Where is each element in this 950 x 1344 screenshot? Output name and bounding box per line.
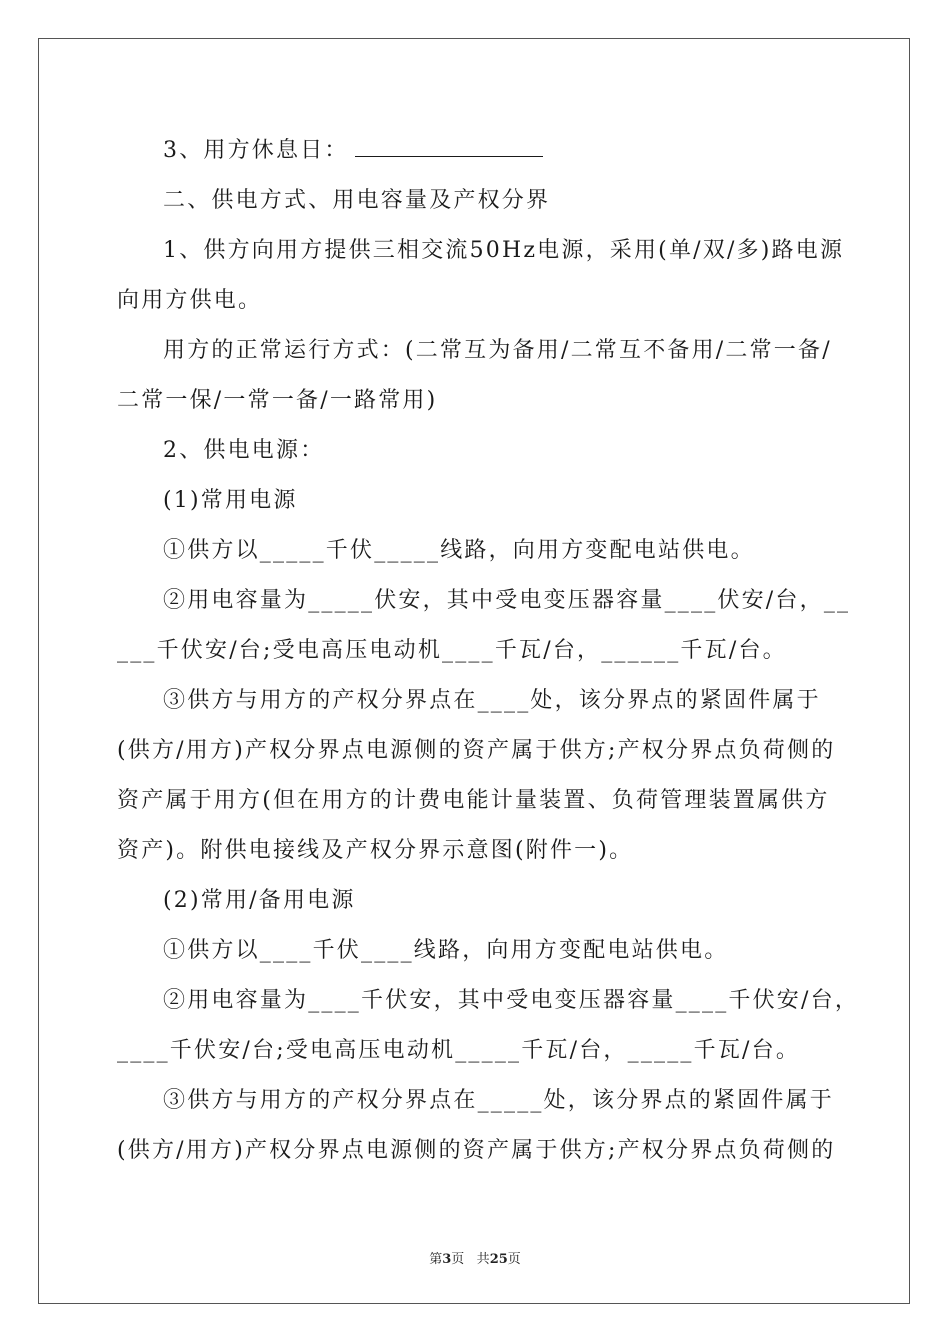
text-line: ③供方与用方的产权分界点在____处，该分界点的紧固件属于	[163, 688, 821, 713]
text-line: 2、供电电源：	[163, 438, 325, 463]
text-line: 资产)。附供电接线及产权分界示意图(附件一)。	[117, 838, 634, 863]
total-pages: 25	[489, 1252, 508, 1267]
text-line: 用方的正常运行方式：(二常互为备用/二常互不备用/二常一备/	[163, 338, 832, 363]
text-line: ___千伏安/台;受电高压电动机____千瓦/台，______千瓦/台。	[117, 638, 787, 663]
text-line: 资产属于用方(但在用方的计费电能计量装置、负荷管理装置属供方	[117, 788, 830, 813]
text-line: (供方/用方)产权分界点电源侧的资产属于供方;产权分界点负荷侧的	[117, 1138, 836, 1163]
text-line: ②用电容量为_____伏安，其中受电变压器容量____伏安/台，__	[163, 588, 851, 613]
text-line: (1)常用电源	[163, 488, 298, 513]
page-number: 3	[442, 1252, 452, 1267]
section-heading: 二、供电方式、用电容量及产权分界	[163, 188, 551, 213]
text-line: ____千伏安/台;受电高压电动机_____千瓦/台，_____千瓦/台。	[117, 1038, 801, 1063]
text-line: 1、供方向用方提供三相交流50Hz电源，采用(单/双/多)路电源	[163, 238, 845, 263]
document-body	[117, 126, 860, 1176]
text-line: 3、用方休息日：	[117, 126, 837, 176]
fill-in-blank	[355, 142, 543, 157]
text-line: (供方/用方)产权分界点电源侧的资产属于供方;产权分界点负荷侧的	[117, 738, 836, 763]
text-line: ②用电容量为____千伏安，其中受电变压器容量____千伏安/台，	[163, 988, 860, 1013]
text-line: ①供方以_____千伏_____线路，向用方变配电站供电。	[163, 538, 755, 563]
text-line: 二常一保/一常一备/一路常用)	[117, 388, 438, 413]
text-line: 向用方供电。	[117, 288, 263, 313]
text-line: ③供方与用方的产权分界点在_____处，该分界点的紧固件属于	[163, 1088, 835, 1113]
page-footer: 第3页 共25页	[429, 1252, 521, 1267]
text-line: ①供方以____千伏____线路，向用方变配电站供电。	[163, 938, 729, 963]
text-line: (2)常用/备用电源	[163, 888, 356, 913]
